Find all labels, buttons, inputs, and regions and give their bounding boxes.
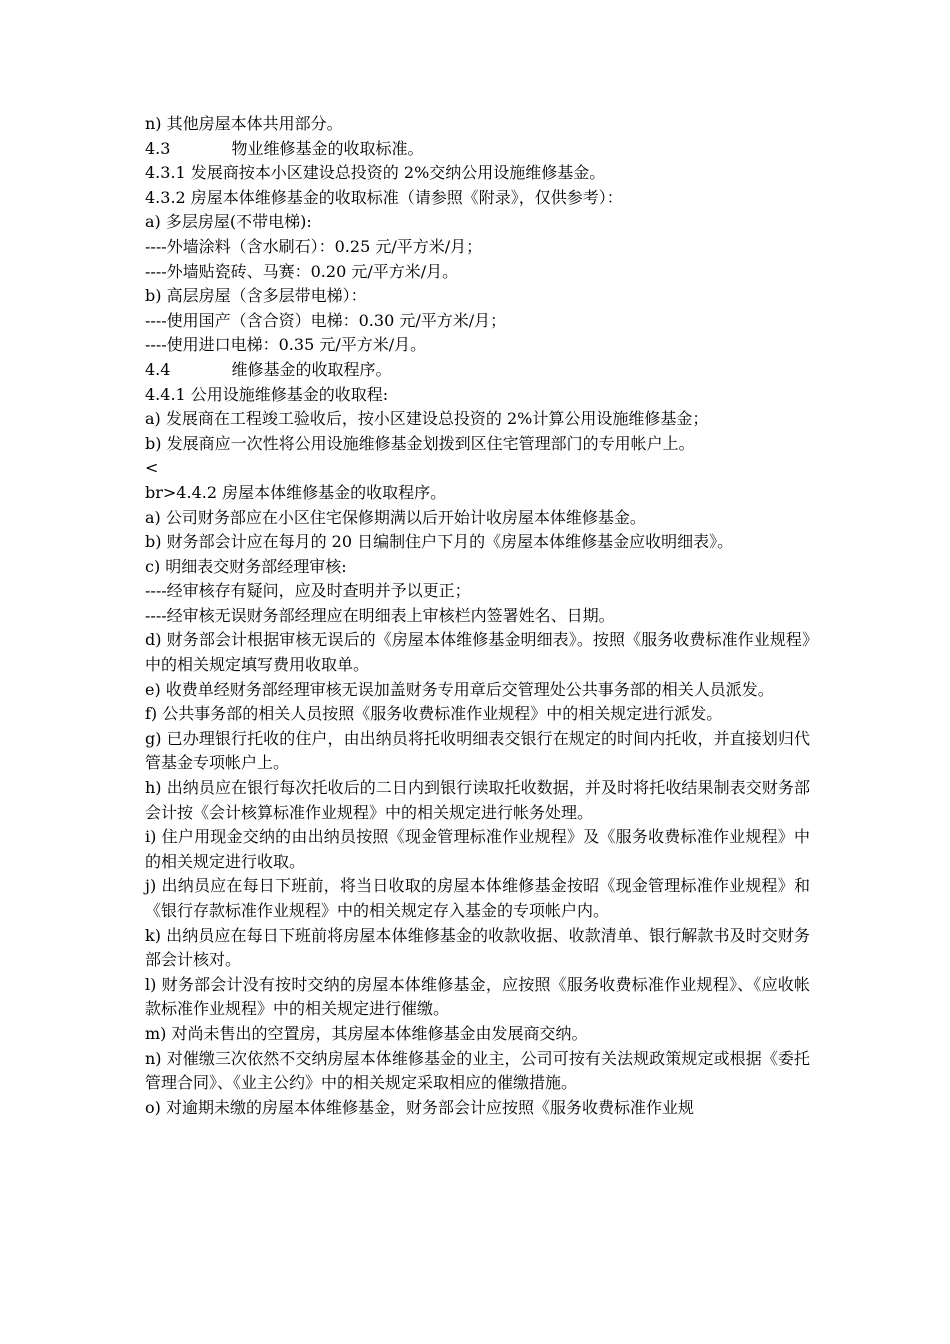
text-line: ----使用进口电梯：0.35 元/平方米/月。 [145,335,427,355]
text-line: n) 对催缴三次依然不交纳房屋本体维修基金的业主，公司可按有关法规政策规定或根据《委托管理合同》、《业主公约》中的相关规定采取相应的催缴措施。 [145,1048,810,1093]
text-line: a) 发展商在工程竣工验收后，按小区建设总投资的 2%计算公用设施维修基金； [145,409,709,429]
text-line: k) 出纳员应在每日下班前将房屋本体维修基金的收款收据、收款清单、银行解款书及时交财务部会计核对。 [145,925,810,970]
text-line: br>4.4.2 房屋本体维修基金的收取程序。 [145,482,447,502]
text-line: b) 发展商应一次性将公用设施维修基金划拨到区住宅管理部门的专用帐户上。 [145,433,695,453]
text-line: ----外墙涂料（含水刷石）：0.25 元/平方米/月； [145,236,483,256]
text-line: m) 对尚未售出的空置房，其房屋本体维修基金由发展商交纳。 [145,1023,588,1043]
text-line: i) 住户用现金交纳的由出纳员按照《现金管理标准作业规程》及《服务收费标准作业规程》中的相关规定进行收取。 [145,827,810,871]
text-line: ----经审核存有疑问，应及时查明并予以更正； [145,581,471,601]
text-line: o) 对逾期未缴的房屋本体维修基金，财务部会计应按照《服务收费标准作业规 [145,1097,694,1117]
document-body [145,112,810,1120]
text-line: a) 公司财务部应在小区住宅保修期满以后开始计收房屋本体维修基金。 [145,507,646,527]
text-line: ----外墙贴瓷砖、马赛：0.20 元/平方米/月。 [145,261,459,281]
text-line: d) 财务部会计根据审核无误后的《房屋本体维修基金明细表》。按照《服务收费标准作业规程》中的相关规定填写费用收取单。 [145,630,810,675]
text-line: n) 其他房屋本体共用部分。 [145,114,343,133]
section-heading: 4.3 物业维修基金的收取标准。 [145,138,424,158]
text-line: l) 财务部会计没有按时交纳的房屋本体维修基金，应按照《服务收费标准作业规程》、《应收帐款标准作业规程》中的相关规定进行催缴。 [145,974,810,1019]
text-line: g) 已办理银行托收的住户，由出纳员将托收明细表交银行在规定的时间内托收，并直接划归代管基金专项帐户上。 [145,728,810,773]
text-line: h) 出纳员应在银行每次托收后的二日内到银行读取托收数据，并及时将托收结果制表交财务部会计按《会计核算标准作业规程》中的相关规定进行帐务处理。 [145,778,810,822]
text-line: a) 多层房屋(不带电梯): [145,212,312,232]
text-line: 4.3.1 发展商按本小区建设总投资的 2%交纳公用设施维修基金。 [145,163,606,183]
text-line: 4.4.1 公用设施维修基金的收取程: [145,384,389,404]
text-line: < [145,458,159,478]
text-line: b) 财务部会计应在每月的 20 日编制住户下月的《房屋本体维修基金应收明细表》。 [145,532,734,552]
text-line: j) 出纳员应在每日下班前，将当日收取的房屋本体维修基金按昭《现金管理标准作业规程》和《银行存款标准作业规程》中的相关规定存入基金的专项帐户内。 [145,876,810,920]
text-line: ----经审核无误财务部经理应在明细表上审核栏内签署姓名、日期。 [145,605,615,625]
section-heading: 4.4 维修基金的收取程序。 [145,359,392,379]
text-line: e) 收费单经财务部经理审核无误加盖财务专用章后交管理处公共事务部的相关人员派发。 [145,679,774,699]
text-line: 4.3.2 房屋本体维修基金的收取标准（请参照《附录》，仅供参考）： [145,187,623,207]
text-line: f) 公共事务部的相关人员按照《服务收费标准作业规程》中的相关规定进行派发。 [145,704,723,724]
text-line: ----使用国产（含合资）电梯：0.30 元/平方米/月； [145,310,507,330]
text-line: c) 明细表交财务部经理审核: [145,556,347,576]
text-line: b) 高层房屋（含多层带电梯）： [145,286,367,306]
